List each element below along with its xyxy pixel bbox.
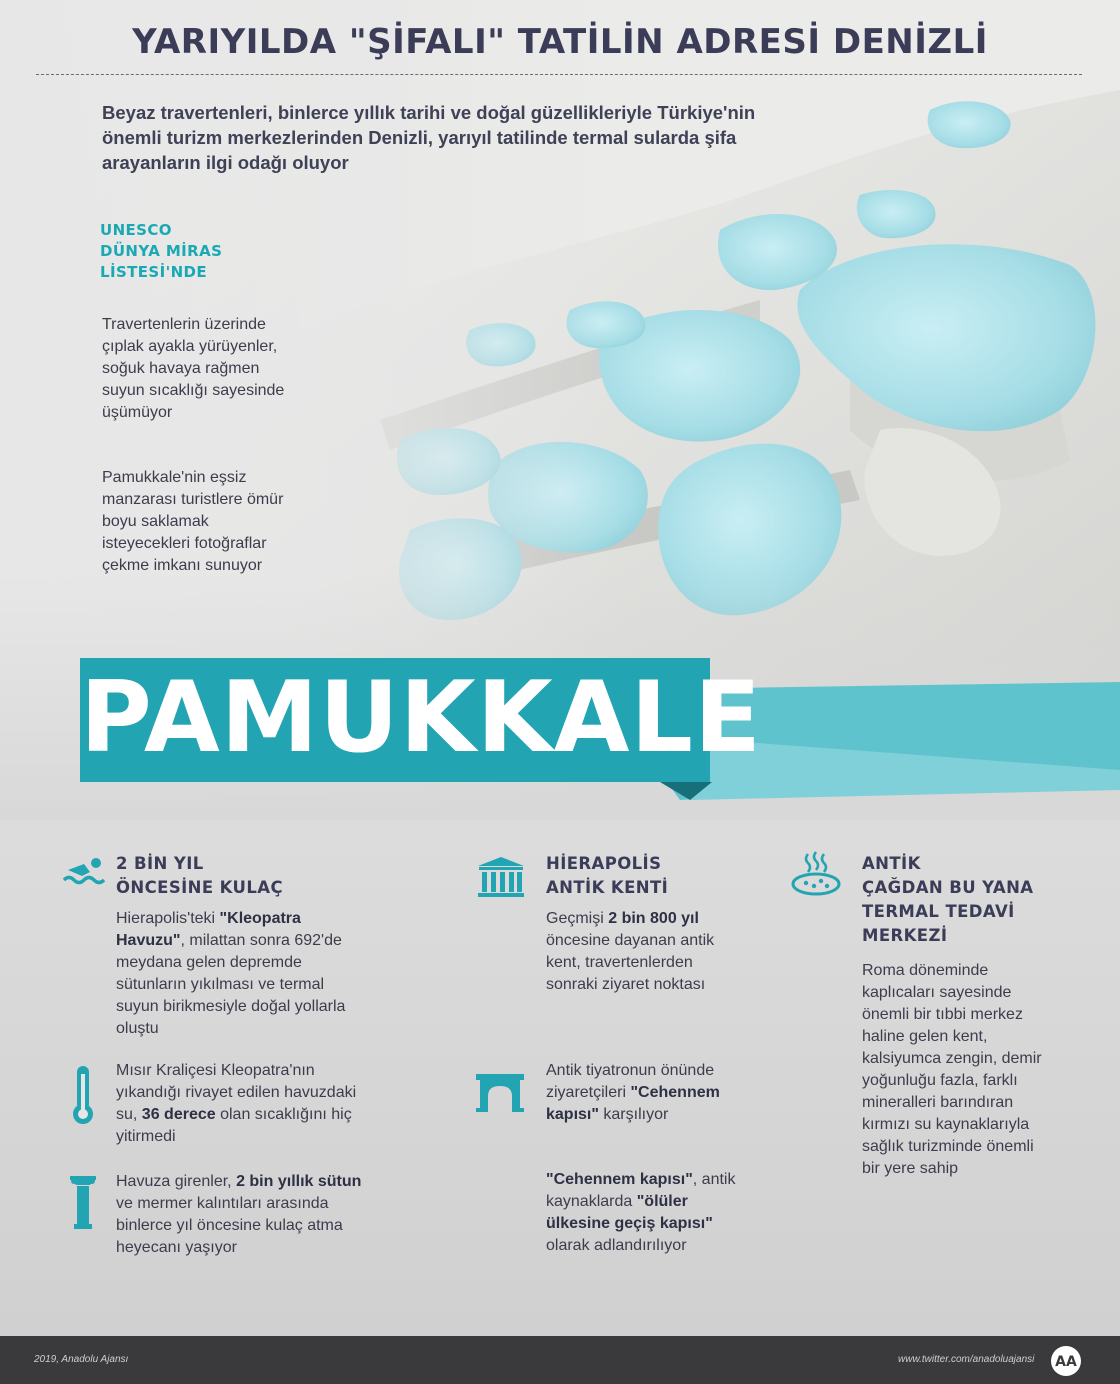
col1-p3-text-c: ve mermer kalıntıları arasında binlerce yıl öncesine kulaç atma heyecanı yaşıyor bbox=[116, 1195, 343, 1256]
col2-paragraph-1 bbox=[546, 908, 726, 996]
col3-heading-line-3: TERMAL TEDAVİ bbox=[862, 902, 1015, 921]
col2-p2-text-a: Antik tiyatronun önünde ziyaretçileri bbox=[546, 1062, 715, 1101]
aa-logo-text: AA bbox=[1055, 1354, 1077, 1370]
hot-spring-icon bbox=[790, 850, 842, 896]
col1-paragraph-1 bbox=[116, 908, 362, 1040]
temple-icon bbox=[476, 856, 526, 898]
col2-paragraph-3 bbox=[546, 1169, 746, 1257]
col2-p3-bold-c: "ölüler ülkesine geçiş kapısı" bbox=[546, 1193, 713, 1232]
footer-copyright: 2019, Anadolu Ajansı bbox=[34, 1354, 129, 1365]
thermometer-icon bbox=[70, 1064, 96, 1126]
col1-p3-bold: 2 bin yıllık sütun bbox=[236, 1173, 362, 1190]
col1-p1-text-c: , milattan sonra 692'de meydana gelen depremde sütunların yıkılması ve termal suyun birikmesiyle doğal yollarla oluştu bbox=[116, 932, 346, 1037]
col2-heading bbox=[546, 852, 766, 900]
col2-p3-text-d: olarak adlandırılıyor bbox=[546, 1237, 687, 1254]
title-divider bbox=[36, 74, 1082, 75]
col2-p2-text-c: karşılıyor bbox=[598, 1106, 669, 1123]
gate-icon bbox=[474, 1070, 526, 1114]
col2-heading-line-1: HİERAPOLİS bbox=[546, 854, 662, 873]
col1-p1-text-a: Hierapolis'teki bbox=[116, 910, 220, 927]
col2-p1-bold: 2 bin 800 yıl bbox=[608, 910, 699, 927]
col1-heading-line-1: 2 BİN YIL bbox=[116, 854, 204, 873]
unesco-heading bbox=[100, 220, 280, 283]
unesco-line-3: LİSTESİ'NDE bbox=[100, 263, 208, 281]
col3-heading-line-2: ÇAĞDAN BU YANA bbox=[862, 878, 1034, 897]
aa-logo-icon bbox=[1050, 1345, 1082, 1377]
col2-p3-text-b: , antik kaynaklarda bbox=[546, 1171, 736, 1210]
col3-heading-line-1: ANTİK bbox=[862, 854, 921, 873]
footer-twitter-link[interactable]: www.twitter.com/anadoluajansi bbox=[898, 1354, 1035, 1365]
col2-heading-line-2: ANTİK KENTİ bbox=[546, 878, 669, 897]
col1-p2-text-a: Mısır Kraliçesi Kleopatra'nın yıkandığı rivayet edilen havuzdaki su, bbox=[116, 1062, 357, 1123]
col3-paragraph-1: Roma döneminde kaplıcaları sayesinde önemli bir tıbbi merkez haline gelen kent, kalsiyumca zengin, demir yoğunluğu fazla, farklı mineralleri barındıran kırmızı su kaynaklarıyla sağlık turizminde önemli bir yere sahip bbox=[862, 962, 1042, 1177]
col2-p3-bold-a: "Cehennem kapısı" bbox=[546, 1171, 693, 1188]
col2-p2-bold: "Cehennem kapısı" bbox=[546, 1084, 720, 1123]
col2-paragraph-2 bbox=[546, 1060, 736, 1126]
unesco-text-2: Pamukkale'nin eşsiz manzarası turistlere ömür boyu saklamak isteyecekleri fotoğraflar çekme imkanı sunuyor bbox=[102, 469, 284, 574]
col1-p2-bold: 36 derece bbox=[141, 1106, 216, 1123]
col1-heading bbox=[116, 852, 336, 900]
col1-paragraph-2 bbox=[116, 1060, 362, 1148]
intro-paragraph: Beyaz travertenleri, binlerce yıllık tarihi ve doğal güzellikleriyle Türkiye'nin önemli turizm merkezlerinden Denizli, yarıyıl tatilinde termal sularda şifa arayanların ilgi odağı oluyor bbox=[102, 102, 756, 173]
col1-p1-bold: "Kleopatra Havuzu" bbox=[116, 910, 301, 949]
page-title: YARIYILDA "ŞİFALI" TATİLİN ADRESİ DENİZLİ bbox=[132, 22, 988, 62]
col1-p3-text-a: Havuza girenler, bbox=[116, 1173, 237, 1190]
col1-p2-text-c: olan sıcaklığını hiç yitirmedi bbox=[116, 1106, 352, 1145]
col3-heading-line-4: MERKEZİ bbox=[862, 926, 948, 945]
col2-p1-text-c: öncesine dayanan antik kent, travertenlerden sonraki ziyaret noktası bbox=[546, 932, 715, 993]
swimmer-icon bbox=[62, 856, 106, 888]
unesco-line-1: UNESCO bbox=[100, 221, 172, 239]
unesco-line-2: DÜNYA MİRAS bbox=[100, 242, 223, 260]
banner-title: PAMUKKALE bbox=[80, 661, 762, 775]
col3-heading bbox=[862, 852, 1082, 948]
unesco-text-1: Travertenlerin üzerinde çıplak ayakla yürüyenler, soğuk havaya rağmen suyun sıcaklığı sayesinde üşümüyor bbox=[102, 316, 285, 421]
col1-heading-line-2: ÖNCESİNE KULAÇ bbox=[116, 878, 283, 897]
column-icon bbox=[68, 1172, 98, 1230]
col2-p1-text-a: Geçmişi bbox=[546, 910, 609, 927]
col1-paragraph-3 bbox=[116, 1171, 362, 1259]
